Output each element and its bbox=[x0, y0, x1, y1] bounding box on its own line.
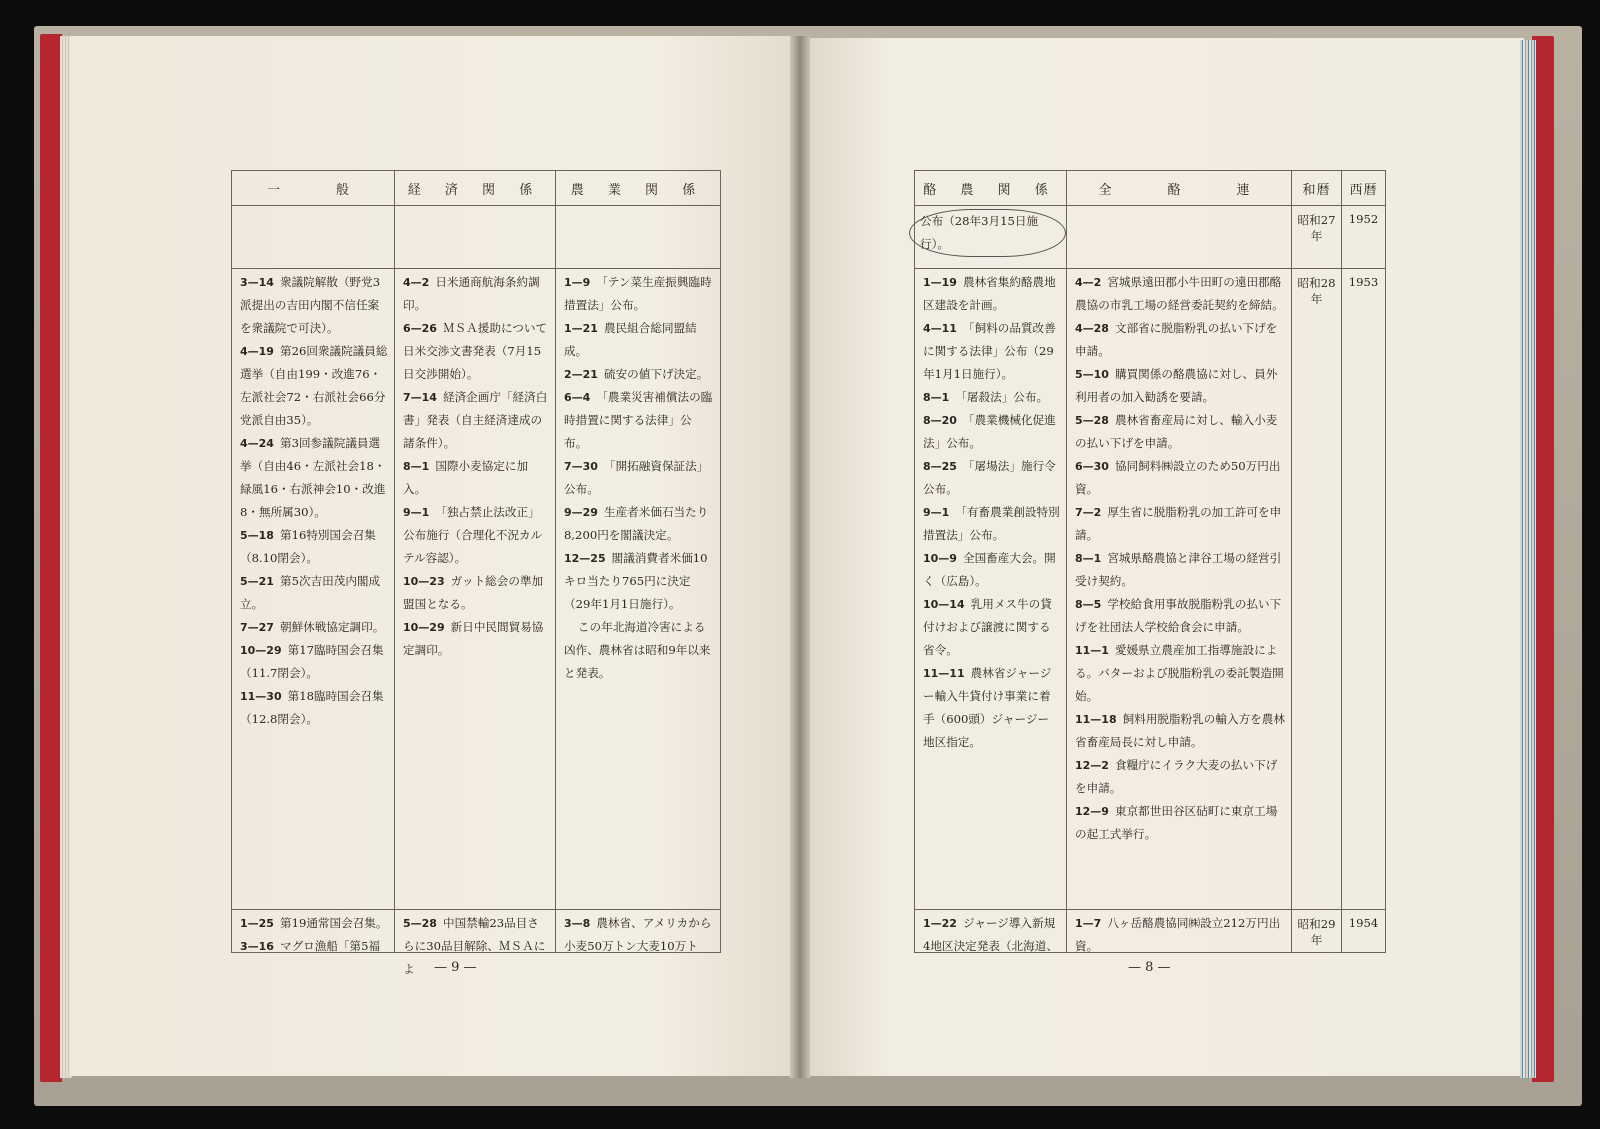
right-prev-row bbox=[915, 206, 1386, 269]
entry-text: 飼料用脱脂粉乳の輸入方を農林省畜産局長に対し申請。 bbox=[1075, 712, 1285, 749]
era-1954: 昭和29年 bbox=[1297, 917, 1336, 947]
list-item: 1—7 八ヶ岳酪農協同㈱設立212万円出資。 bbox=[1075, 916, 1281, 953]
book-spine-left bbox=[40, 34, 62, 1082]
entry-date: 5—18 bbox=[240, 529, 274, 542]
list-item bbox=[1075, 708, 1285, 754]
header-dairy: 酪 農 関 係 bbox=[915, 171, 1067, 206]
entry-date: 4—2 bbox=[403, 276, 430, 289]
entry-text: 厚生省に脱脂粉乳の加工許可を申請。 bbox=[1075, 505, 1282, 542]
left-next-row bbox=[232, 910, 721, 953]
entry-date: 8—1 bbox=[1075, 552, 1102, 565]
header-zenrakuren: 全 酪 連 bbox=[1067, 171, 1292, 206]
entry-date: 7—27 bbox=[240, 621, 274, 634]
list-item bbox=[240, 616, 388, 639]
header-economy: 経 済 関 係 bbox=[395, 171, 556, 206]
header-japanese-era: 和暦 bbox=[1292, 171, 1342, 206]
list-item bbox=[564, 501, 714, 547]
list-item: 3—16 マグロ漁船「第5福 bbox=[240, 939, 381, 953]
entry-date: 9—29 bbox=[564, 506, 598, 519]
entry-date: 12—9 bbox=[1075, 805, 1109, 818]
entry-text: 宮城県酪農協と津谷工場の経営引受け契約。 bbox=[1075, 551, 1282, 588]
entry-date: 9—1 bbox=[923, 506, 950, 519]
list-item: 5—28 中国禁輸23品目さらに30品目解除、ＭＳＡによ bbox=[403, 916, 546, 976]
list-item bbox=[1075, 317, 1285, 363]
entry-text: 朝鮮休戦協定調印。 bbox=[279, 620, 385, 634]
header-general: 一 般 bbox=[232, 171, 395, 206]
entry-text: 日米通商航海条約調印。 bbox=[403, 275, 540, 312]
list-item bbox=[1075, 363, 1285, 409]
entry-date: 10—23 bbox=[403, 575, 445, 588]
list-item bbox=[923, 547, 1060, 593]
page-number-right: — 8 — bbox=[1128, 960, 1171, 975]
list-item bbox=[1075, 639, 1285, 708]
era-1953: 昭和28年 bbox=[1297, 276, 1336, 306]
left-main-row bbox=[232, 269, 721, 910]
entry-date: 4—2 bbox=[1075, 276, 1102, 289]
right-next-row bbox=[915, 910, 1386, 953]
entry-date: 7—14 bbox=[403, 391, 437, 404]
entry-date: 4—28 bbox=[1075, 322, 1109, 335]
list-item: 3—8 農林省、アメリカから小麦50万トン大麦10万ト bbox=[564, 916, 712, 953]
left-chronology-table bbox=[231, 170, 721, 976]
entry-text: 農民組合総同盟結成。 bbox=[564, 321, 697, 358]
list-item bbox=[564, 616, 714, 685]
entry-text: 第16特別国会召集（8.10閉会）。 bbox=[240, 528, 376, 565]
list-item bbox=[240, 524, 388, 570]
entry-text: 第26回衆議院議員総選挙（自由199・改進76・左派社会72・右派社会66分党派自由35）。 bbox=[240, 344, 388, 427]
entry-text: 農林省畜産局に対し、輸入小麦の払い下げを申請。 bbox=[1075, 413, 1278, 450]
entry-text: 購買関係の酪農協に対し、員外利用者の加入勧誘を要請。 bbox=[1075, 367, 1278, 404]
entry-date: 12—2 bbox=[1075, 759, 1109, 772]
list-item: 1—22 ジャージ導入新規4地区決定発表（北海道、 bbox=[923, 916, 1058, 953]
entry-text: 新日中民間貿易協定調印。 bbox=[403, 620, 544, 657]
right-header-row bbox=[915, 171, 1386, 206]
right-chronology-table bbox=[914, 170, 1386, 953]
list-item bbox=[923, 317, 1060, 386]
entry-date: 8—1 bbox=[403, 460, 430, 473]
zenrakuren-column bbox=[1067, 269, 1291, 846]
entry-text: 「農業機械化促進法」公布。 bbox=[923, 413, 1056, 450]
book-gutter bbox=[790, 36, 810, 1078]
circled-note: 公布（28年3月15日施行）。 bbox=[909, 209, 1066, 257]
list-item bbox=[1075, 800, 1285, 846]
entry-text: 硫安の値下げ決定。 bbox=[603, 367, 709, 381]
list-item bbox=[923, 455, 1060, 501]
entry-date: 6—26 bbox=[403, 322, 437, 335]
list-item bbox=[240, 271, 388, 340]
list-item bbox=[1075, 593, 1285, 639]
entry-text: 協同飼料㈱設立のため50万円出資。 bbox=[1075, 459, 1281, 496]
list-item bbox=[923, 386, 1060, 409]
entry-text: 第18臨時国会召集（12.8閉会）。 bbox=[240, 689, 384, 726]
entry-text: 「屠場法」施行令公布。 bbox=[923, 459, 1056, 496]
entry-date: 7—2 bbox=[1075, 506, 1102, 519]
entry-date: 10—14 bbox=[923, 598, 965, 611]
entry-date: 6—30 bbox=[1075, 460, 1109, 473]
list-item bbox=[1075, 409, 1285, 455]
list-item bbox=[1075, 271, 1285, 317]
entry-date: 2—21 bbox=[564, 368, 598, 381]
list-item bbox=[403, 616, 549, 662]
entry-text: 食糧庁にイラク大麦の払い下げを申請。 bbox=[1075, 758, 1278, 795]
entry-date: 11—30 bbox=[240, 690, 282, 703]
economy-column bbox=[395, 269, 555, 662]
entry-date: 7—30 bbox=[564, 460, 598, 473]
entry-text: 生産者米価石当たり8,200円を閣議決定。 bbox=[564, 505, 709, 542]
list-item: 1—25 第19通常国会召集。 bbox=[240, 916, 388, 930]
entry-date: 4—11 bbox=[923, 322, 957, 335]
list-item bbox=[923, 271, 1060, 317]
entry-text: 「屠殺法」公布。 bbox=[955, 390, 1049, 404]
entry-text: 「有畜農業創設特別措置法」公布。 bbox=[923, 505, 1060, 542]
entry-date: 4—19 bbox=[240, 345, 274, 358]
page-edges-right bbox=[1520, 40, 1536, 1078]
list-item bbox=[403, 455, 549, 501]
entry-text: 東京都世田谷区砧町に東京工場の起工式挙行。 bbox=[1075, 804, 1278, 841]
entry-text: 「テン菜生産振興臨時措置法」公布。 bbox=[564, 275, 712, 312]
year-1952: 1952 bbox=[1348, 212, 1379, 226]
list-item bbox=[403, 386, 549, 455]
left-header-row bbox=[232, 171, 721, 206]
entry-text: この年北海道冷害による凶作、農林省は昭和9年以来と発表。 bbox=[564, 620, 711, 680]
entry-text: 国際小麦協定に加入。 bbox=[403, 459, 529, 496]
entry-date: 11—11 bbox=[923, 667, 965, 680]
entry-text: 乳用メス牛の貸付けおよび譲渡に関する省令。 bbox=[923, 597, 1052, 657]
list-item bbox=[564, 455, 714, 501]
entry-text: 学校給食用事故脱脂粉乳の払い下げを社団法人学校給食会に申請。 bbox=[1075, 597, 1282, 634]
list-item bbox=[564, 547, 714, 616]
entry-date: 1—19 bbox=[923, 276, 957, 289]
header-western-year: 西暦 bbox=[1342, 171, 1386, 206]
entry-text: 文部省に脱脂粉乳の払い下げを申請。 bbox=[1075, 321, 1278, 358]
entry-text: 宮城県遠田郡小牛田町の遠田郡酪農協の市乳工場の経営委託契約を締結。 bbox=[1075, 275, 1284, 312]
entry-date: 8—20 bbox=[923, 414, 957, 427]
entry-date: 11—1 bbox=[1075, 644, 1109, 657]
right-main-row bbox=[915, 269, 1386, 910]
list-item bbox=[1075, 455, 1285, 501]
agriculture-column bbox=[556, 269, 720, 685]
entry-date: 8—25 bbox=[923, 460, 957, 473]
entry-date: 4—24 bbox=[240, 437, 274, 450]
entry-date: 6—4 bbox=[564, 391, 591, 404]
entry-date: 8—1 bbox=[923, 391, 950, 404]
entry-date: 10—29 bbox=[403, 621, 445, 634]
page-number-left: — 9 — bbox=[434, 960, 477, 975]
list-item bbox=[240, 685, 388, 731]
list-item bbox=[923, 593, 1060, 662]
entry-text: 「農業災害補償法の臨時措置に関する法律」公布。 bbox=[564, 390, 713, 450]
list-item bbox=[923, 501, 1060, 547]
entry-date: 1—9 bbox=[564, 276, 591, 289]
entry-text: 閣議消費者米価10キロ当たり765円に決定（29年1月1日施行）。 bbox=[564, 551, 708, 611]
entry-date: 10—9 bbox=[923, 552, 957, 565]
list-item bbox=[923, 409, 1060, 455]
entry-text: ＭＳＡ援助について日米交渉文書発表（7月15日交渉開始）。 bbox=[403, 321, 548, 381]
header-agriculture: 農 業 関 係 bbox=[556, 171, 721, 206]
general-column bbox=[232, 269, 394, 731]
list-item bbox=[1075, 501, 1285, 547]
list-item bbox=[1075, 754, 1285, 800]
list-item bbox=[240, 570, 388, 616]
list-item bbox=[1075, 547, 1285, 593]
entry-date: 12—25 bbox=[564, 552, 606, 565]
year-1953: 1953 bbox=[1348, 275, 1379, 289]
list-item bbox=[240, 639, 388, 685]
entry-text: 愛媛県立農産加工指導施設による。バターおよび脱脂粉乳の委託製造開始。 bbox=[1075, 643, 1284, 703]
entry-date: 5—28 bbox=[1075, 414, 1109, 427]
era-1952: 昭和27年 bbox=[1297, 213, 1336, 243]
list-item bbox=[564, 317, 714, 363]
entry-date: 11—18 bbox=[1075, 713, 1117, 726]
list-item bbox=[403, 570, 549, 616]
list-item bbox=[240, 432, 388, 524]
list-item bbox=[564, 363, 714, 386]
entry-text: 第17臨時国会召集（11.7閉会）。 bbox=[240, 643, 384, 680]
entry-date: 8—5 bbox=[1075, 598, 1102, 611]
entry-text: 「飼料の品質改善に関する法律」公布（29年1月1日施行）。 bbox=[923, 321, 1056, 381]
entry-text: 経済企画庁「経済白書」発表（自主経済達成の諸条件）。 bbox=[403, 390, 548, 450]
entry-text: 農林省集約酪農地区建設を計画。 bbox=[923, 275, 1056, 312]
list-item bbox=[923, 662, 1060, 754]
entry-date: 1—21 bbox=[564, 322, 598, 335]
entry-text: 「独占禁止法改正」公布施行（合理化不況カルテル容認）。 bbox=[403, 505, 543, 565]
entry-date: 10—29 bbox=[240, 644, 282, 657]
year-1954: 1954 bbox=[1348, 916, 1379, 930]
list-item bbox=[403, 271, 549, 317]
left-prev-row bbox=[232, 206, 721, 269]
entry-text: 第3回参議院議員選挙（自由46・左派社会18・緑風16・右派神会10・改進8・無所属30）。 bbox=[240, 436, 386, 519]
entry-text: 全国畜産大会。開く（広島）。 bbox=[923, 551, 1056, 588]
list-item bbox=[403, 501, 549, 570]
dairy-column bbox=[915, 269, 1066, 754]
entry-date: 5—10 bbox=[1075, 368, 1109, 381]
entry-text: 「開拓融資保証法」公布。 bbox=[564, 459, 709, 496]
entry-text: 農林省ジャージー輸入牛貸付け事業に着手（600頭）ジャージー地区指定。 bbox=[923, 666, 1052, 749]
list-item bbox=[564, 271, 714, 317]
list-item bbox=[564, 386, 714, 455]
list-item bbox=[240, 340, 388, 432]
entry-text: ガット総会の準加盟国となる。 bbox=[403, 574, 544, 611]
entry-date: 3—14 bbox=[240, 276, 274, 289]
entry-date: 5—21 bbox=[240, 575, 274, 588]
entry-text: 衆議院解散（野党3派提出の吉田内閣不信任案を衆議院で可決）。 bbox=[240, 275, 381, 335]
entry-text: 第5次吉田茂内閣成立。 bbox=[240, 574, 381, 611]
entry-date: 9—1 bbox=[403, 506, 430, 519]
list-item bbox=[403, 317, 549, 386]
